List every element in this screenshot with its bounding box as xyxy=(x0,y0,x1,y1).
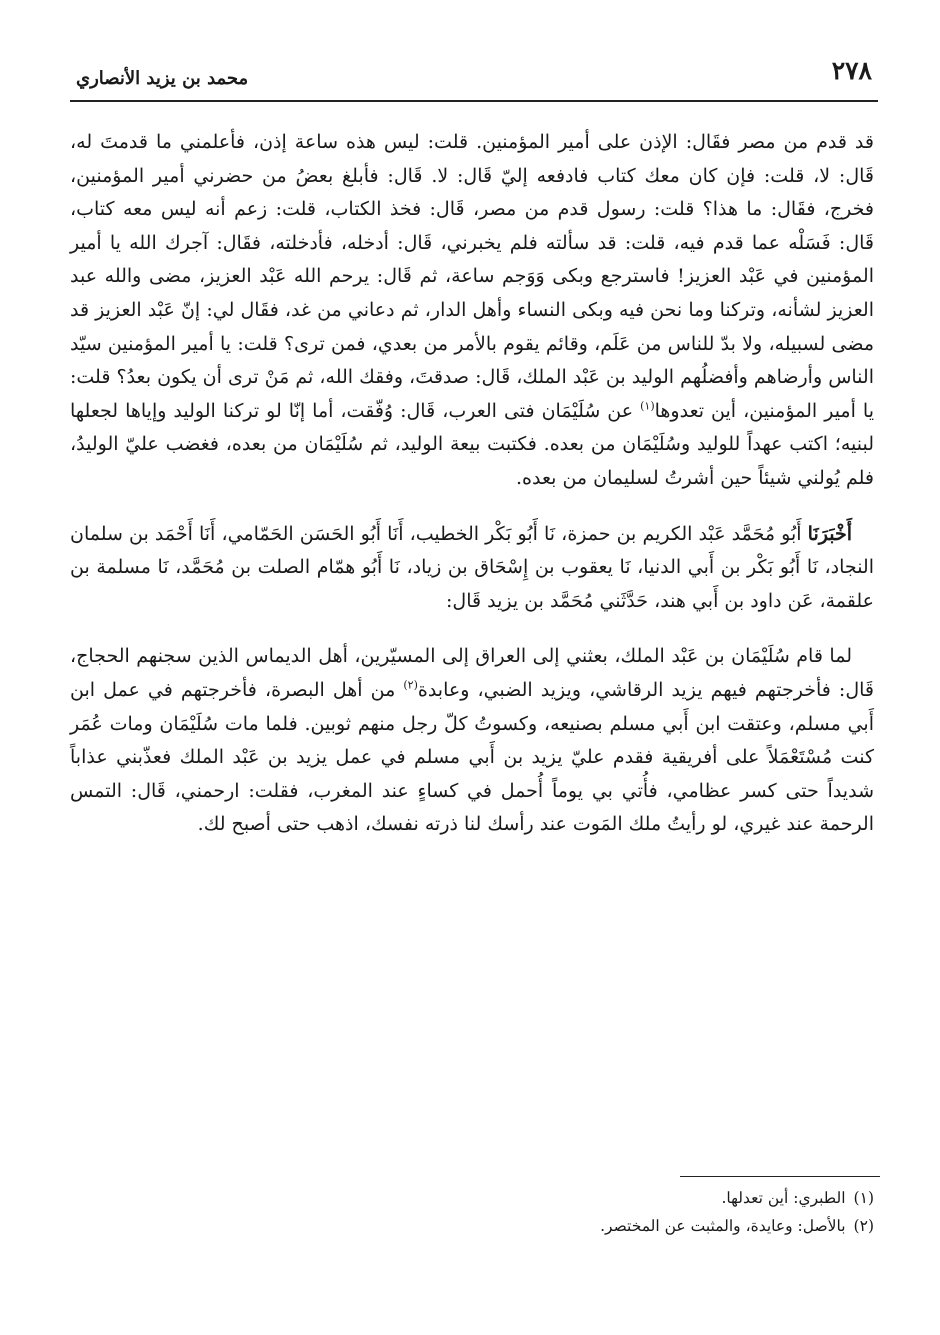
page-number: ٢٧٨ xyxy=(831,56,872,85)
paragraph-2-text: أَبُو مُحَمَّد عَبْد الكريم بن حمزة، نَا أَبُو بَكْر الخطيب، أَنَا أَبُو الحَسَن الحَمّامي، أَنَا أَحْمَد بن سلمان النجاد، نَا أَبُو بَكْر بن أَبي الدنيا، نَا يعقوب بن إِسْحَاق بن زياد، نَا أَبُو همّام الصلت بن مُحَمَّد، نَا مسلمة بن علقمة، عَن داود بن أَبي هند، حَدَّثَني مُحَمَّد بن يزيد قَال: xyxy=(70,522,874,612)
main-text xyxy=(70,126,874,842)
footnote-2 xyxy=(300,1212,874,1240)
footnote-2-mark: (٢) xyxy=(853,1217,874,1235)
paragraph-1-text: قد قدم من مصر فقَال: الإذن على أمير المؤمنين. قلت: ليس هذه ساعة إذن، فأعلمني ما قدمتَ له، قَال: لا، قلت: فإن كان معك كتاب فادفعه إليّ قَال: لا. قَال: فأبلغ بعضُ من حضرني أمير المؤمنين، فخرج، فقَال: ما هذا؟ قلت: رسول قدم من مصر، قَال: فخذ الكتاب، قلت: زعم أنه ليس معه كتاب، قَال: فَسَلْه عما قدم فيه، قلت: قد سألته فلم يخبرني، قَال: أدخله، فأدخلته، فقَال: آجرك الله يا أمير المؤمنين في عَبْد العزيز! فاسترجع وبكى وَوَجم ساعة، ثم قَال: يرحم الله عَبْد العزيز، مضى والله عبد العزيز لشأنه، وتركنا وما نحن فيه وبكى النساء وأهل الدار، ثم دعاني من غد، فقَال لي: إنّ عَبْد العزيز قد مضى لسبيله، ولا بدّ للناس من عَلَم، وقائم يقوم بالأمر من بعدي، فمن ترى؟ قلت: يا أمير المؤمنين سيّد الناس وأرضاهم وأفضلُهم الوليد بن عَبْد الملك، قَال: صدقتَ، وفقك الله، ثم مَنْ ترى أن يكون بعدُ؟ قلت: يا أمير المؤمنين، أين تعدوها xyxy=(70,131,874,422)
paragraph-1 xyxy=(70,126,874,496)
paragraph-2 xyxy=(70,518,874,619)
footnote-1-text: الطبري: أين تعدلها. xyxy=(721,1189,846,1207)
footnote-1-mark: (١) xyxy=(853,1189,874,1207)
running-title: محمد بن يزيد الأنصاري xyxy=(76,68,249,89)
footnote-2-text: بالأصل: وعايدة، والمثبت عن المختصر. xyxy=(600,1217,846,1235)
paragraph-3-text-continued: من أهل البصرة، فأخرجتهم في عمل ابن أَبي مسلم، وعتقت ابن أَبي مسلم بصنيعه، وكسوتُ كلّ رجل منهم ثوبين. فلما مات سُلَيْمَان ومات عُمَر كنت مُسْتَعْمَلاً على أفريقية فقدم عليّ يزيد بن أَبي مسلم في عمل يزيد بن عَبْد الملك فعذّبني عذاباً شديداً حتى كسر عظامي، فأُتي بي يوماً أُحمل في كساءٍ عند المغرب، فقلت: ارحمني، قَال: التمس الرحمة عند غيري، لو رأيتُ ملك المَوت عند رأسك لنا ذرته نفسك، اذهب حتى أصبح لك. xyxy=(70,678,874,836)
footnote-reference-2: (٢) xyxy=(403,678,418,692)
footnotes xyxy=(300,1184,874,1240)
paragraph-1-text-continued: عن سُلَيْمَان فتى العرب، قَال: وُفّقت، أما إنّا لو تركنا الوليد وإياها لجعلها لبنيه؛ اكتب عهداً للوليد وسُلَيْمَان من بعده. فكتبت بيعة الوليد، ثم سُلَيْمَان من بعده، فغضب عليّ الوليدُ، فلم يُولني شيئاً حين أشرتُ لسليمان من بعده. xyxy=(70,399,874,489)
footnote-1 xyxy=(300,1184,874,1212)
paragraph-2-lead-word: أَخْبَرَنَا xyxy=(807,522,852,545)
paragraph-3 xyxy=(70,640,874,842)
footnote-reference-1: (١) xyxy=(640,399,655,413)
paragraph-3-text: لما قام سُلَيْمَان بن عَبْد الملك، بعثني إلى العراق إلى المسيّرين، أهل الديماس الذين سجنهم الحجاج، قَال: فأخرجتهم فيهم يزيد الرقاشي، ويزيد الضبي، وعابدة xyxy=(70,645,874,701)
footnote-separator xyxy=(680,1176,880,1177)
page-header xyxy=(70,56,878,102)
